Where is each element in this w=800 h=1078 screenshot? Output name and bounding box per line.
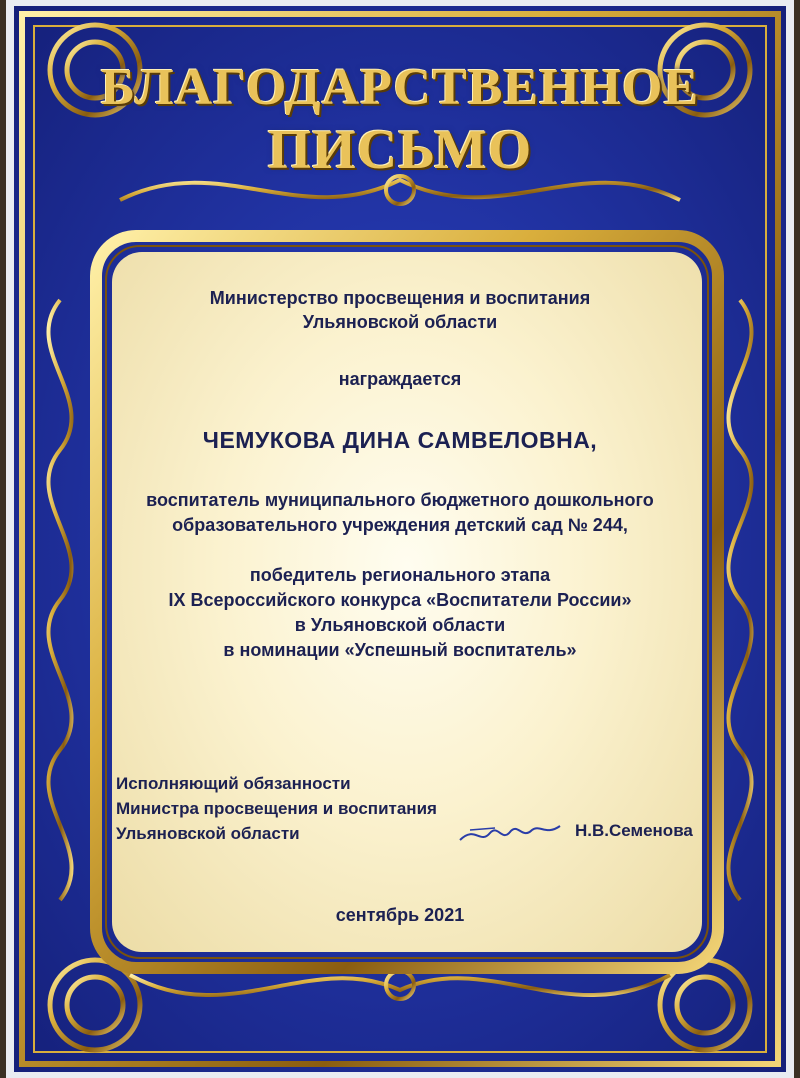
- signature: [450, 800, 580, 860]
- signatory-title-line-3: Ульяновской области: [116, 824, 300, 843]
- position-line-1: воспитатель муниципального бюджетного дошкольного: [146, 490, 654, 510]
- awarded-label: награждается: [338, 369, 462, 389]
- issuer-line-2: Ульяновской области: [302, 312, 498, 332]
- title-line-2: ПИСЬМО: [267, 119, 533, 181]
- signatory-title-line-1: Исполняющий обязанности: [116, 774, 351, 793]
- achievement-line-1: победитель регионального этапа: [249, 565, 551, 585]
- signatory-name: Н.В.Семенова: [575, 821, 693, 840]
- title-line-1: БЛАГОДАРСТВЕННОЕ: [100, 59, 700, 116]
- date: сентябрь 2021: [335, 905, 465, 925]
- position-line-2: образовательного учреждения детский сад № 244,: [172, 515, 628, 535]
- recipient-name: ЧЕМУКОВА ДИНА САМВЕЛОВНА,: [202, 427, 598, 453]
- achievement-line-4: в номинации «Успешный воспитатель»: [223, 640, 577, 660]
- achievement-line-2: IX Всероссийского конкурса «Воспитатели России»: [168, 590, 632, 610]
- issuer-line-1: Министерство просвещения и воспитания: [209, 288, 591, 308]
- achievement-line-3: в Ульяновской области: [294, 615, 506, 635]
- signatory-title-line-2: Министра просвещения и воспитания: [116, 799, 437, 818]
